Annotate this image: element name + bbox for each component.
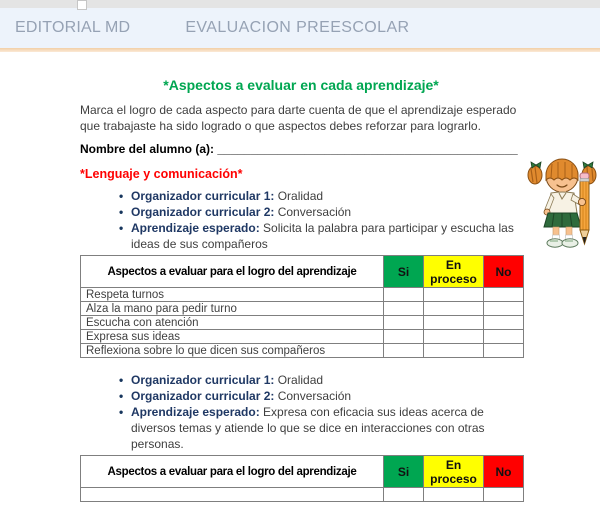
aspect-label: Reflexiona sobre lo que dicen sus compañeros (81, 344, 384, 358)
yes-mark-cell[interactable] (384, 288, 424, 302)
bullet-text: Expresa con eficacia sus ideas acerca de diversos temas y atiende lo que se dice en interacciones con otras personas. (131, 405, 485, 451)
table-header-row (81, 256, 524, 288)
girl-with-pencil-clipart (527, 151, 597, 248)
yes-header: Si (384, 456, 424, 488)
document-title: EVALUACION PREESCOLAR (185, 19, 410, 36)
intro-paragraph: Marca el logro de cada aspecto para darte cuenta de que el aprendizaje esperado que trabajaste ha sido logrado o que aspectos debes reforzar para lograrlo. (80, 103, 517, 133)
table-row (81, 488, 524, 502)
no-header: No (484, 256, 524, 288)
yes-mark-cell[interactable] (384, 316, 424, 330)
no-mark-cell[interactable] (484, 316, 524, 330)
student-name-label: Nombre del alumno (a): (80, 142, 215, 156)
no-mark-cell[interactable] (484, 330, 524, 344)
list-item (118, 388, 522, 404)
window-top-strip (0, 0, 600, 8)
table-header-row (81, 456, 524, 488)
bullet-text: Conversación (277, 205, 352, 219)
in-progress-mark-cell[interactable] (424, 302, 484, 316)
in-progress-mark-cell[interactable] (424, 316, 484, 330)
bullet-label: Organizador curricular 2: (131, 205, 275, 219)
yes-mark-cell[interactable] (384, 488, 424, 502)
in-progress-mark-cell[interactable] (424, 344, 484, 358)
collapse-handle[interactable] (77, 0, 87, 10)
in-progress-mark-cell[interactable] (424, 488, 484, 502)
yes-mark-cell[interactable] (384, 344, 424, 358)
student-name-line (80, 142, 522, 157)
aspect-label: Alza la mano para pedir turno (81, 302, 384, 316)
bullet-text: Oralidad (277, 373, 324, 387)
girl-with-pencil-icon (527, 151, 597, 248)
curricular-list-1 (80, 188, 522, 252)
in-progress-header: En proceso (424, 256, 484, 288)
section-heading-lenguaje: *Lenguaje y comunicación* (80, 167, 243, 181)
table-row (81, 288, 524, 302)
table-row (81, 316, 524, 330)
list-item (118, 188, 522, 204)
header-accent-line (0, 48, 600, 52)
in-progress-mark-cell[interactable] (424, 330, 484, 344)
bullet-label: Organizador curricular 1: (131, 189, 275, 203)
yes-mark-cell[interactable] (384, 330, 424, 344)
page-title: *Aspectos a evaluar en cada aprendizaje* (163, 77, 439, 93)
aspect-label: Respeta turnos (81, 288, 384, 302)
aspects-header: Aspectos a evaluar para el logro del aprendizaje (81, 256, 384, 288)
bullet-text: Oralidad (277, 189, 324, 203)
bullet-text: Solicita la palabra para participar y escucha las ideas de sus compañeros (131, 221, 514, 251)
aspect-label: Expresa sus ideas (81, 330, 384, 344)
yes-header: Si (384, 256, 424, 288)
no-mark-cell[interactable] (484, 302, 524, 316)
aspects-header: Aspectos a evaluar para el logro del aprendizaje (81, 456, 384, 488)
bullet-label: Organizador curricular 2: (131, 389, 275, 403)
list-item (118, 404, 522, 452)
list-item (118, 220, 522, 252)
list-item (118, 372, 522, 388)
list-item (118, 204, 522, 220)
in-progress-header: En proceso (424, 456, 484, 488)
document-page (0, 77, 600, 502)
bullet-label: Aprendizaje esperado: (131, 405, 260, 419)
evaluation-table-2 (80, 455, 524, 502)
table-row (81, 330, 524, 344)
aspect-label: Escucha con atención (81, 316, 384, 330)
no-mark-cell[interactable] (484, 288, 524, 302)
table-row (81, 344, 524, 358)
table-row (81, 302, 524, 316)
bullet-text: Conversación (277, 389, 352, 403)
no-header: No (484, 456, 524, 488)
bullet-label: Organizador curricular 1: (131, 373, 275, 387)
curricular-list-2 (80, 372, 522, 452)
evaluation-table-1 (80, 255, 524, 358)
yes-mark-cell[interactable] (384, 302, 424, 316)
no-mark-cell[interactable] (484, 344, 524, 358)
aspect-label (81, 488, 384, 502)
student-name-blank[interactable]: _____________________________________________ (217, 142, 518, 156)
in-progress-mark-cell[interactable] (424, 288, 484, 302)
bullet-label: Aprendizaje esperado: (131, 221, 260, 235)
document-header-bar (0, 8, 600, 48)
no-mark-cell[interactable] (484, 488, 524, 502)
brand-name: EDITORIAL MD (15, 19, 131, 36)
